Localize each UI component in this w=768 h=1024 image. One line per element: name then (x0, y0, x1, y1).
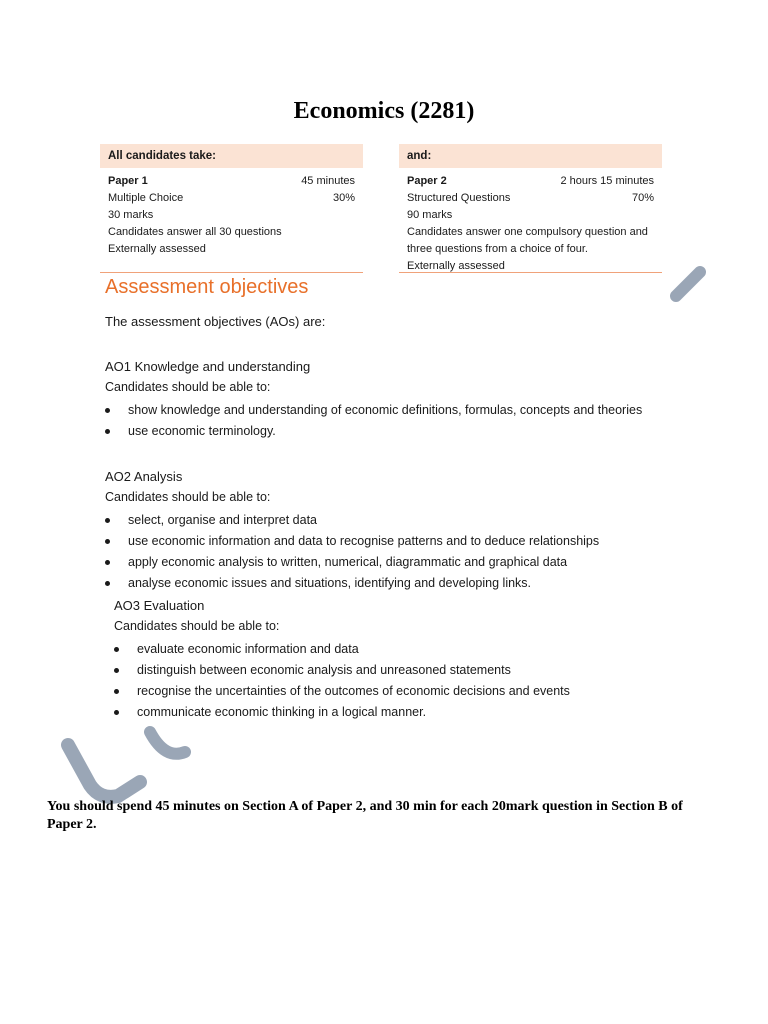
paper2-name: Paper 2 (407, 175, 447, 187)
list-item-text: recognise the uncertainties of the outcomes of economic decisions and events (137, 684, 570, 698)
bullet-icon (105, 518, 110, 523)
paper1-line2: Externally assessed (108, 243, 206, 255)
paper1-type: Multiple Choice (108, 192, 184, 204)
paper1-weight: 30% (332, 192, 355, 204)
ao2-heading: AO2 Analysis (105, 469, 183, 484)
watermark-stroke (150, 732, 185, 754)
bullet-icon (114, 647, 119, 652)
list-item-text: use economic terminology. (128, 424, 276, 438)
paper2-line2: three questions from a choice of four. (407, 243, 588, 255)
ao2-list (105, 510, 599, 594)
paper1-box (100, 144, 363, 258)
ao3-section (114, 596, 570, 723)
list-item-text: use economic information and data to recognise patterns and to deduce relationships (128, 534, 600, 548)
assessment-objectives-heading: Assessment objectives (105, 276, 309, 298)
paper2-box (399, 144, 662, 275)
list-item (105, 573, 599, 594)
ao3-list (114, 639, 570, 723)
paper1-rule (100, 272, 363, 273)
list-item (105, 400, 642, 421)
ao2-subheading: Candidates should be able to: (105, 490, 271, 504)
list-item (105, 531, 599, 552)
paper2-marks: 90 marks (407, 209, 453, 221)
bullet-icon (105, 560, 110, 565)
list-item-text: show knowledge and understanding of economic definitions, formulas, concepts and theories (128, 403, 643, 417)
paper1-line1: Candidates answer all 30 questions (108, 226, 282, 238)
paper2-header: and: (399, 144, 662, 168)
paper2-line1: Candidates answer one compulsory question and (407, 226, 648, 238)
paper2-weight: 70% (631, 192, 654, 204)
paper2-rule (399, 272, 662, 273)
watermark-stroke (676, 272, 700, 296)
list-item (114, 639, 570, 660)
bullet-icon (114, 689, 119, 694)
list-item (114, 702, 570, 723)
ao1-heading: AO1 Knowledge and understanding (105, 359, 311, 374)
list-item (105, 510, 599, 531)
ao3-heading: AO3 Evaluation (114, 598, 205, 613)
list-item-text: select, organise and interpret data (128, 513, 318, 527)
list-item-text: distinguish between economic analysis and unreasoned statements (137, 663, 511, 677)
list-item-text: apply economic analysis to written, numerical, diagrammatic and graphical data (128, 555, 568, 569)
bullet-icon (105, 581, 110, 586)
list-item-text: analyse economic issues and situations, identifying and developing links. (128, 576, 532, 590)
list-item (105, 552, 599, 573)
paper1-header: All candidates take: (100, 144, 363, 168)
document-title: Economics (2281) (293, 98, 475, 124)
paper2-type: Structured Questions (407, 192, 511, 204)
bullet-icon (114, 710, 119, 715)
bullet-icon (105, 429, 110, 434)
ao3-subheading: Candidates should be able to: (114, 619, 280, 633)
list-item-text: evaluate economic information and data (137, 642, 359, 656)
watermark-stroke (68, 745, 140, 797)
list-item (114, 681, 570, 702)
study-time-note: You should spend 45 minutes on Section A of Paper 2, and 30 min for each 20mark question in Section B of Paper 2. (47, 799, 683, 832)
ao1-list (105, 400, 642, 442)
paper2-line3: Externally assessed (407, 260, 505, 272)
bullet-icon (105, 539, 110, 544)
list-item-text: communicate economic thinking in a logical manner. (137, 705, 427, 719)
assessment-intro: The assessment objectives (AOs) are: (105, 314, 326, 329)
paper2-duration: 2 hours 15 minutes (560, 175, 654, 187)
list-item (114, 660, 570, 681)
ao2-section (105, 467, 599, 594)
ao1-section (105, 357, 642, 442)
bullet-icon (114, 668, 119, 673)
ao1-subheading: Candidates should be able to: (105, 380, 271, 394)
list-item (105, 421, 642, 442)
bullet-icon (105, 408, 110, 413)
paper1-marks: 30 marks (108, 209, 154, 221)
paper1-duration: 45 minutes (301, 175, 355, 187)
paper1-name: Paper 1 (108, 175, 148, 187)
